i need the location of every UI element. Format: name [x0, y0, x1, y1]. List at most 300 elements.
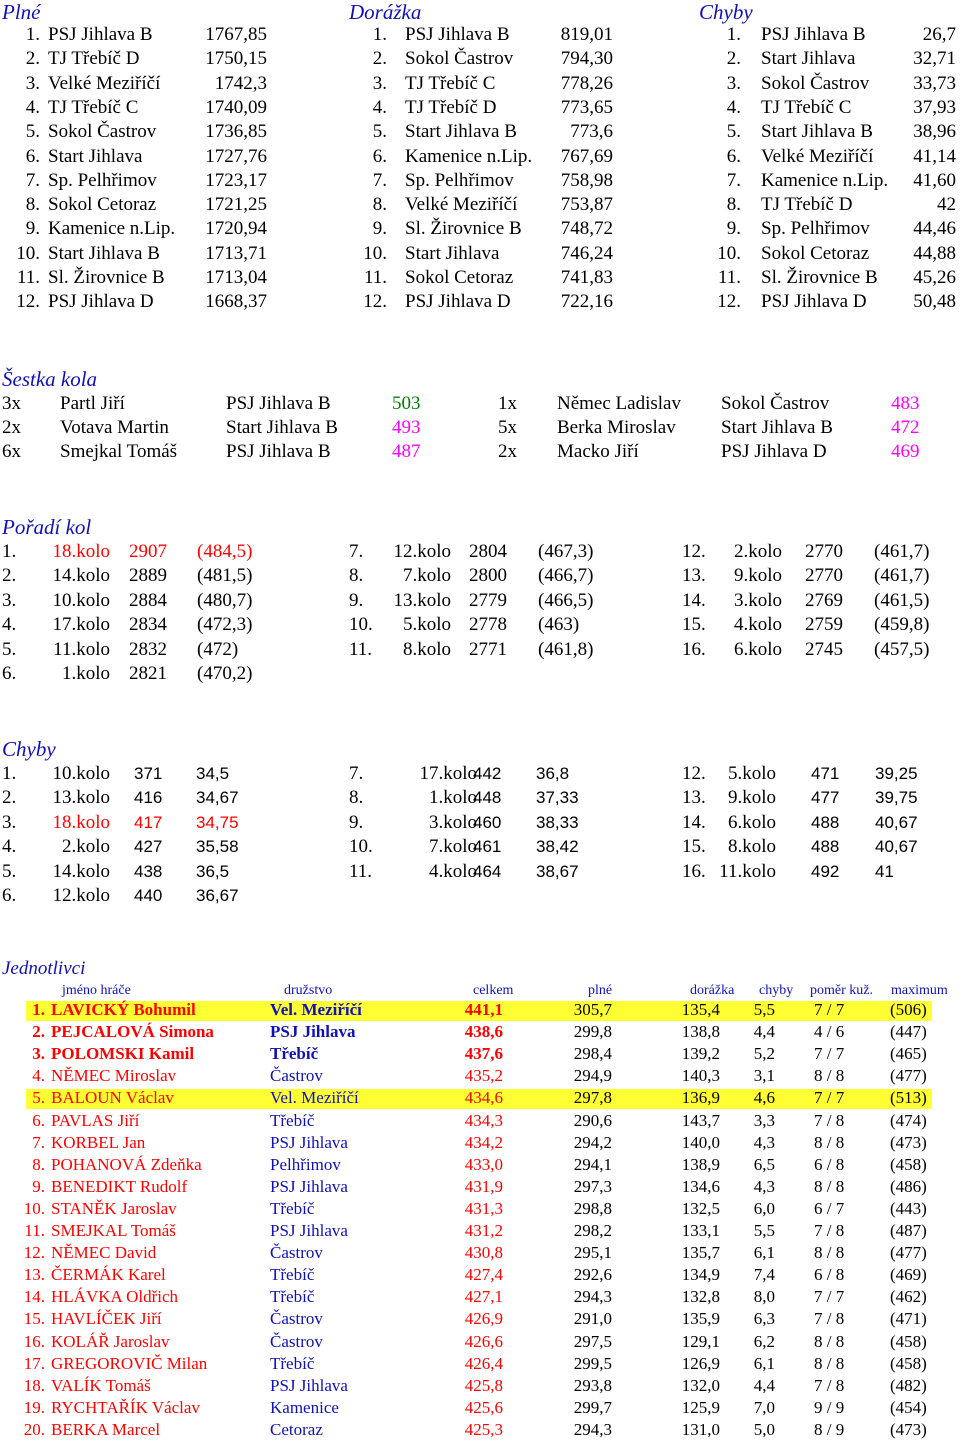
chyby-kol-total: 448 [473, 788, 502, 808]
plne-team: Sokol Častrov [48, 121, 157, 143]
header-dorazka: dorážka [690, 983, 735, 998]
chyby-team: Sokol Častrov [761, 72, 870, 94]
chyby-team: Kamenice n.Lip. [761, 169, 889, 191]
sestka-team: PSJ Jihlava B [226, 441, 331, 462]
player-max: (473) [890, 1419, 927, 1439]
player-name: POLOMSKI Kamil [51, 1044, 195, 1064]
player-pos: 4. [32, 1066, 45, 1086]
player-pomer: 6 / 8 [814, 1154, 845, 1174]
poradi-average: (466,5) [538, 589, 594, 611]
dorazka-value: 773,6 [570, 121, 613, 143]
player-team: Častrov [270, 1243, 323, 1263]
dorazka-team: TJ Třebíč D [405, 96, 497, 118]
plne-value: 1713,71 [205, 242, 267, 264]
player-team: PSJ Jihlava [270, 1132, 348, 1152]
player-chyby: 7,0 [753, 1397, 775, 1417]
chyby-kol-kolo: 3.kolo [428, 811, 477, 833]
poradi-total: 2769 [805, 589, 843, 611]
plne-value: 1723,17 [205, 169, 267, 191]
poradi-kolo: 6.kolo [733, 638, 782, 660]
player-pomer: 7 / 8 [814, 1309, 845, 1329]
chyby-kol-average: 34,75 [196, 812, 239, 832]
dorazka-pos: 9. [372, 218, 387, 240]
player-total: 433,0 [464, 1154, 503, 1174]
poradi-kolo: 12.kolo [393, 541, 451, 562]
player-dorazka: 125,9 [681, 1397, 720, 1417]
player-dorazka: 133,1 [681, 1221, 720, 1240]
dorazka-value: 819,01 [560, 24, 613, 45]
player-name: POHANOVÁ Zdeňka [51, 1154, 202, 1174]
chyby-value: 26,7 [922, 24, 956, 45]
chyby-kol-kolo: 12.kolo [52, 885, 110, 906]
plne-team: Sp. Pelhřimov [48, 169, 157, 191]
poradi-kolo: 14.kolo [52, 565, 110, 587]
plne-value: 1740,09 [205, 96, 267, 118]
poradi-average: (484,5) [197, 541, 253, 562]
chyby-kol-total: 460 [473, 812, 502, 832]
plne-pos: 7. [25, 169, 40, 191]
plne-value: 1727,76 [205, 145, 267, 167]
player-max: (454) [890, 1397, 927, 1417]
player-pos: 7. [32, 1132, 45, 1152]
sestka-score: 503 [392, 393, 421, 414]
player-pos: 1. [32, 1000, 45, 1019]
plne-pos: 10. [16, 242, 40, 264]
player-chyby: 3,1 [753, 1066, 775, 1086]
player-name: NĚMEC Miroslav [51, 1066, 177, 1086]
chyby-team: Sp. Pelhřimov [761, 218, 870, 240]
chyby-kol-kolo: 18.kolo [52, 811, 110, 833]
player-name: PAVLAS Jiří [51, 1110, 140, 1130]
dorazka-value: 753,87 [560, 194, 613, 216]
player-plne: 298,8 [573, 1198, 612, 1218]
sestka-team: Sokol Častrov [721, 393, 830, 414]
player-pomer: 4 / 6 [814, 1022, 845, 1042]
player-max: (477) [890, 1243, 927, 1263]
player-chyby: 8,0 [753, 1287, 775, 1307]
player-pomer: 7 / 8 [814, 1375, 845, 1395]
chyby-pos: 10. [717, 242, 741, 264]
poradi-total: 2832 [129, 638, 167, 660]
chyby-kol-pos: 2. [2, 787, 17, 809]
dorazka-value: 722,16 [560, 291, 613, 313]
plne-pos: 1. [25, 24, 40, 45]
poradi-kolo: 4.kolo [733, 614, 782, 636]
sestka-count: 3x [2, 393, 21, 414]
poradi-pos: 11. [349, 638, 373, 660]
player-plne: 292,6 [573, 1265, 612, 1285]
player-pos: 3. [32, 1044, 45, 1064]
poradi-average: (481,5) [197, 565, 253, 587]
player-dorazka: 129,1 [681, 1331, 720, 1351]
plne-pos: 9. [25, 218, 40, 240]
chyby-kol-pos: 12. [682, 763, 706, 784]
chyby-kol-average: 39,25 [875, 764, 918, 783]
chyby-kol-kolo: 4.kolo [428, 860, 477, 882]
poradi-pos: 8. [349, 565, 364, 587]
dorazka-team: Velké Meziříčí [405, 194, 518, 216]
chyby-value: 45,26 [913, 267, 956, 288]
player-name: KORBEL Jan [51, 1132, 146, 1152]
dorazka-value: 746,24 [560, 242, 613, 264]
dorazka-value: 758,98 [560, 169, 613, 191]
player-chyby: 4,3 [753, 1132, 775, 1152]
poradi-average: (459,8) [874, 614, 930, 636]
chyby-kol-total: 477 [811, 788, 840, 808]
plne-value: 1750,15 [205, 48, 267, 70]
player-total: 425,8 [464, 1375, 503, 1395]
poradi-average: (461,7) [874, 541, 930, 562]
player-max: (458) [890, 1331, 927, 1351]
player-plne: 290,6 [573, 1110, 612, 1130]
poradi-pos: 7. [349, 541, 364, 562]
poradi-kolo: 8.kolo [402, 638, 451, 660]
dorazka-pos: 6. [372, 145, 387, 167]
player-pos: 12. [23, 1243, 45, 1263]
chyby-kol-pos: 11. [349, 860, 373, 882]
player-dorazka: 132,5 [681, 1198, 720, 1218]
player-dorazka: 136,9 [681, 1088, 720, 1108]
player-name: BENEDIKT Rudolf [51, 1176, 188, 1196]
player-dorazka: 134,6 [681, 1176, 720, 1196]
player-chyby: 7,4 [753, 1265, 775, 1285]
player-total: 431,2 [464, 1221, 503, 1240]
poradi-average: (472,3) [197, 614, 253, 636]
player-name: GREGOROVIČ Milan [51, 1353, 208, 1373]
player-pomer: 9 / 9 [814, 1397, 845, 1417]
dorazka-pos: 2. [372, 48, 387, 70]
poradi-pos: 5. [2, 638, 17, 660]
player-chyby: 6,5 [753, 1154, 775, 1174]
poradi-total: 2759 [805, 614, 843, 636]
player-pos: 19. [23, 1397, 45, 1417]
poradi-pos: 13. [682, 565, 706, 587]
plne-team: PSJ Jihlava B [48, 24, 153, 45]
player-plne: 299,5 [573, 1353, 612, 1373]
player-plne: 293,8 [573, 1375, 612, 1395]
plne-pos: 6. [25, 145, 40, 167]
player-name: RYCHTAŘÍK Václav [51, 1397, 200, 1417]
chyby-pos: 12. [717, 291, 741, 313]
poradi-kolo: 5.kolo [402, 614, 451, 636]
player-chyby: 4,4 [753, 1022, 775, 1042]
poradi-pos: 4. [2, 614, 17, 636]
sestka-title: Šestka kola [2, 367, 98, 391]
plne-value: 1736,85 [205, 121, 267, 143]
player-pomer: 6 / 8 [814, 1265, 845, 1285]
player-dorazka: 132,8 [681, 1287, 720, 1307]
chyby-kol-pos: 4. [2, 836, 17, 858]
player-dorazka: 135,9 [681, 1309, 720, 1329]
player-dorazka: 138,8 [681, 1022, 720, 1042]
chyby-kol-pos: 9. [349, 811, 364, 833]
chyby-kol-average: 34,5 [196, 764, 230, 783]
player-pomer: 7 / 7 [814, 1088, 845, 1108]
dorazka-team: Start Jihlava B [405, 121, 517, 143]
sestka-team: PSJ Jihlava D [721, 441, 827, 462]
player-plne: 291,0 [573, 1309, 612, 1329]
poradi-kolo: 3.kolo [733, 589, 782, 611]
sestka-score: 487 [392, 441, 421, 462]
chyby-kol-pos: 13. [682, 787, 706, 809]
poradi-kolo: 7.kolo [402, 565, 451, 587]
player-total: 427,4 [464, 1265, 503, 1285]
chyby-kol-average: 37,33 [536, 788, 579, 808]
sestka-player: Němec Ladislav [557, 393, 681, 414]
player-total: 441,1 [464, 1000, 503, 1019]
plne-value: 1742,3 [214, 72, 267, 94]
player-max: (487) [890, 1221, 927, 1240]
poradi-total: 2779 [469, 589, 507, 611]
chyby-kol-total: 492 [811, 861, 840, 881]
dorazka-team: Start Jihlava [405, 242, 500, 264]
chyby-pos: 8. [726, 194, 741, 216]
player-chyby: 6,3 [753, 1309, 775, 1329]
plne-pos: 2. [25, 48, 40, 70]
chyby-kol-average: 40,67 [875, 837, 918, 857]
player-name: HAVLÍČEK Jiří [51, 1309, 162, 1329]
chyby-value: 32,71 [913, 48, 956, 70]
player-max: (513) [890, 1088, 927, 1108]
poradi-pos: 12. [682, 541, 706, 562]
poradi-total: 2804 [469, 541, 507, 562]
chyby-team: PSJ Jihlava B [761, 24, 866, 45]
plne-team: Sl. Žirovnice B [48, 267, 165, 288]
chyby-kol-kolo: 11.kolo [719, 860, 776, 882]
chyby-kol-total: 464 [473, 861, 502, 881]
dorazka-value: 748,72 [560, 218, 613, 240]
player-total: 426,9 [464, 1309, 503, 1329]
player-total: 431,9 [464, 1176, 503, 1196]
sestka-score: 493 [392, 417, 421, 438]
poradi-title: Pořadí kol [2, 515, 92, 539]
plne-title: Plné [2, 0, 41, 24]
poradi-pos: 1. [2, 541, 17, 562]
dorazka-team: TJ Třebíč C [405, 72, 496, 94]
poradi-average: (461,7) [874, 565, 930, 587]
player-chyby: 6,1 [753, 1353, 775, 1373]
player-pos: 16. [23, 1331, 45, 1351]
player-pomer: 7 / 8 [814, 1221, 845, 1240]
player-plne: 297,3 [573, 1176, 612, 1196]
dorazka-value: 741,83 [560, 267, 613, 288]
plne-team: Start Jihlava [48, 145, 143, 167]
player-name: KOLÁŘ Jaroslav [51, 1331, 170, 1351]
player-chyby: 6,0 [753, 1198, 775, 1218]
chyby-kol-pos: 6. [2, 885, 17, 906]
dorazka-pos: 7. [372, 169, 387, 191]
player-total: 437,6 [464, 1044, 503, 1064]
plne-team: TJ Třebíč D [48, 48, 140, 70]
chyby-team: Velké Meziříčí [761, 145, 874, 167]
player-chyby: 6,2 [753, 1331, 775, 1351]
poradi-average: (461,8) [538, 638, 594, 660]
chyby-kol-average: 36,8 [536, 764, 570, 783]
player-pomer: 8 / 8 [814, 1066, 845, 1086]
player-name: BALOUN Václav [51, 1088, 174, 1108]
poradi-total: 2889 [129, 565, 167, 587]
poradi-kolo: 9.kolo [733, 565, 782, 587]
player-dorazka: 135,7 [681, 1243, 720, 1263]
dorazka-value: 794,30 [560, 48, 613, 70]
plne-team: Start Jihlava B [48, 242, 160, 264]
player-team: PSJ Jihlava [270, 1022, 356, 1042]
chyby-kol-total: 461 [473, 837, 502, 857]
player-max: (474) [890, 1110, 927, 1130]
poradi-kolo: 1.kolo [61, 663, 110, 684]
chyby-kol-average: 38,33 [536, 812, 579, 832]
player-pos: 20. [23, 1419, 45, 1439]
player-team: Třebíč [270, 1044, 319, 1064]
chyby-value: 42 [937, 194, 956, 216]
chyby-kol-kolo: 13.kolo [52, 787, 110, 809]
player-pos: 5. [32, 1088, 45, 1108]
dorazka-pos: 1. [372, 24, 387, 45]
poradi-total: 2771 [469, 638, 507, 660]
player-plne: 294,1 [573, 1154, 612, 1174]
player-max: (482) [890, 1375, 927, 1395]
player-pomer: 7 / 7 [814, 1000, 845, 1019]
chyby-kol-average: 41 [875, 861, 894, 881]
player-name: BERKA Marcel [51, 1419, 161, 1439]
poradi-pos: 14. [682, 589, 706, 611]
player-pos: 18. [23, 1375, 45, 1395]
plne-pos: 4. [25, 96, 40, 118]
chyby-kol-average: 38,67 [536, 861, 579, 881]
poradi-average: (470,2) [197, 663, 253, 684]
dorazka-team: Sl. Žirovnice B [405, 218, 522, 240]
player-max: (486) [890, 1176, 927, 1196]
sestka-player: Berka Miroslav [557, 417, 676, 438]
poradi-average: (466,7) [538, 565, 594, 587]
poradi-kolo: 17.kolo [52, 614, 110, 636]
player-dorazka: 131,0 [681, 1419, 720, 1439]
poradi-total: 2745 [805, 638, 843, 660]
plne-value: 1721,25 [205, 194, 267, 216]
plne-team: Kamenice n.Lip. [48, 218, 176, 240]
chyby-kol-pos: 16. [682, 860, 706, 882]
sestka-count: 5x [498, 417, 517, 438]
player-pomer: 7 / 7 [814, 1044, 845, 1064]
chyby-kol-kolo: 9.kolo [727, 787, 776, 809]
chyby-kol-total: 488 [811, 812, 840, 832]
player-max: (473) [890, 1132, 927, 1152]
plne-pos: 11. [16, 267, 40, 288]
dorazka-team: Sokol Cetoraz [405, 267, 514, 288]
dorazka-team: PSJ Jihlava B [405, 24, 510, 45]
player-team: Třebíč [270, 1265, 315, 1285]
chyby-pos: 2. [726, 48, 741, 70]
poradi-total: 2884 [129, 589, 167, 611]
player-total: 435,2 [464, 1066, 503, 1086]
chyby-kol-kolo: 5.kolo [727, 763, 776, 784]
chyby-value: 37,93 [913, 96, 956, 118]
player-pos: 9. [32, 1176, 45, 1196]
header-total: celkem [473, 983, 514, 998]
chyby-pos: 1. [726, 24, 741, 45]
player-plne: 299,7 [573, 1397, 612, 1417]
poradi-kolo: 10.kolo [52, 589, 110, 611]
player-dorazka: 140,0 [681, 1132, 720, 1152]
plne-pos: 8. [25, 194, 40, 216]
player-chyby: 6,1 [753, 1243, 775, 1263]
player-name: SMEJKAL Tomáš [51, 1221, 176, 1240]
poradi-pos: 2. [2, 565, 17, 587]
chyby-pos: 6. [726, 145, 741, 167]
player-dorazka: 138,9 [681, 1154, 720, 1174]
poradi-average: (461,5) [874, 589, 930, 611]
player-total: 426,4 [464, 1353, 503, 1373]
chyby-kol-pos: 14. [682, 811, 706, 833]
dorazka-pos: 4. [372, 96, 387, 118]
poradi-total: 2907 [129, 541, 167, 562]
sestka-team: Start Jihlava B [721, 417, 833, 438]
player-plne: 297,8 [573, 1088, 612, 1108]
poradi-pos: 6. [2, 663, 17, 684]
chyby-kol-total: 440 [134, 886, 163, 905]
sestka-team: PSJ Jihlava B [226, 393, 331, 414]
player-pos: 10. [23, 1198, 45, 1218]
player-total: 425,3 [464, 1419, 503, 1439]
chyby-team: Sokol Cetoraz [761, 242, 870, 264]
player-name: NĚMEC David [51, 1243, 157, 1263]
player-total: 430,8 [464, 1243, 503, 1263]
chyby-kol-pos: 15. [682, 836, 706, 858]
chyby-kol-kolo: 7.kolo [428, 836, 477, 858]
player-total: 438,6 [464, 1022, 503, 1042]
poradi-kolo: 2.kolo [733, 541, 782, 562]
poradi-total: 2770 [805, 565, 843, 587]
player-total: 434,2 [464, 1132, 503, 1152]
player-team: PSJ Jihlava [270, 1176, 348, 1196]
player-max: (471) [890, 1309, 927, 1329]
chyby-kol-total: 416 [134, 788, 163, 808]
player-pos: 15. [23, 1309, 45, 1329]
player-pos: 13. [23, 1265, 45, 1285]
poradi-average: (472) [197, 638, 239, 660]
poradi-average: (467,3) [538, 541, 594, 562]
player-pomer: 8 / 8 [814, 1243, 845, 1263]
dorazka-pos: 10. [363, 242, 387, 264]
dorazka-team: Sokol Častrov [405, 48, 514, 70]
chyby-kol-average: 36,67 [196, 886, 239, 905]
player-plne: 305,7 [573, 1000, 612, 1019]
player-total: 426,6 [464, 1331, 503, 1351]
player-plne: 299,8 [573, 1022, 612, 1042]
chyby-kol-kolo: 17.kolo [419, 763, 477, 784]
player-pos: 14. [23, 1287, 45, 1307]
player-chyby: 3,3 [753, 1110, 775, 1130]
chyby-kol-average: 39,75 [875, 788, 918, 808]
sestka-player: Macko Jiří [557, 441, 639, 462]
chyby-value: 50,48 [913, 291, 956, 313]
player-max: (443) [890, 1198, 927, 1218]
chyby-pos: 5. [726, 121, 741, 143]
player-pomer: 8 / 8 [814, 1132, 845, 1152]
player-chyby: 5,0 [753, 1419, 775, 1439]
player-team: Častrov [270, 1331, 323, 1351]
chyby-value: 44,88 [913, 242, 956, 264]
player-name: PEJCALOVÁ Simona [51, 1022, 214, 1042]
player-name: ČERMÁK Karel [51, 1265, 166, 1285]
plne-value: 1767,85 [205, 24, 267, 45]
sestka-player: Smejkal Tomáš [60, 441, 178, 462]
player-team: Vel. Meziříčí [270, 1088, 359, 1108]
player-max: (506) [890, 1000, 927, 1019]
sestka-count: 1x [498, 393, 517, 414]
player-pos: 17. [23, 1353, 45, 1373]
player-chyby: 5,5 [753, 1000, 775, 1019]
